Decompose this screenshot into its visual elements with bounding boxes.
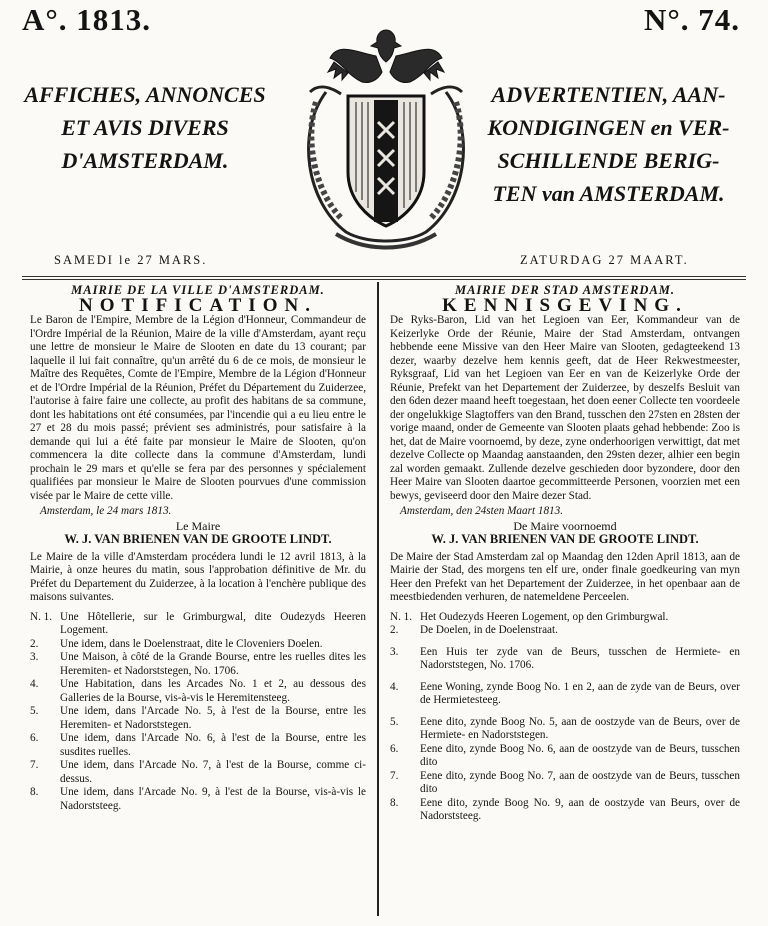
lot-number: 7. (30, 759, 39, 771)
lot-number: 4. (390, 680, 399, 693)
lot-description: Het Oudezyds Heeren Logement, op den Grimburgwal. (420, 610, 669, 623)
lot-number: 4. (30, 678, 39, 690)
list-item (30, 705, 366, 732)
lot-description: Une Hôtellerie, sur le Grimburgwal, dite Oudezyds Heeren Logement. (60, 610, 366, 636)
column-divider (377, 282, 379, 916)
french-title (20, 78, 270, 177)
dutch-column (390, 284, 740, 920)
lot-number: 7. (390, 769, 399, 782)
dutch-title (471, 78, 746, 210)
dutch-lot-list (390, 611, 740, 824)
dutch-title-line-4: TEN van AMSTERDAM. (492, 181, 725, 206)
lot-description: Une idem, dans l'Arcade No. 6, à l'est de la Bourse, entre les susdites ruelles. (60, 732, 366, 758)
lot-description: Eene Woning, zynde Boog No. 1 en 2, aan de zyde van de Beurs, over de Hermietesteeg. (420, 680, 740, 706)
lot-description: Eene dito, zynde Boog No. 6, aan de oostzyde van de Beurs, tusschen dito (420, 742, 740, 768)
french-signature-name: W. J. VAN BRIENEN VAN DE GROOTE LINDT. (64, 532, 332, 546)
lot-description: Une idem, dans l'Arcade No. 9, à l'est de la Bourse, vis-à-vis le Nadorststeeg. (60, 786, 366, 812)
lot-description: Une Habitation, dans les Arcades No. 1 et 2, au dessous des Galleries de la Bourse, vis-à-vis le Heremitensteeg. (60, 678, 366, 704)
lot-description: Eene dito, zynde Boog No. 5, aan de oostzyde van de Beurs, over de Hermiete- en Nadorststegen. (420, 715, 740, 741)
list-item (390, 716, 740, 743)
amsterdam-coat-of-arms (286, 22, 486, 254)
lot-description: Eene dito, zynde Boog No. 9, aan de oostzyde van Beurs, over de Nadorststeeg. (420, 796, 740, 822)
french-title-line-3: D'AMSTERDAM. (61, 148, 229, 173)
french-signature-role: Le Maire (175, 518, 221, 533)
lot-description: Eene dito, zynde Boog No. 7, aan de oostzyde van de Beurs, tusschen dito (420, 769, 740, 795)
lot-number: 5. (390, 715, 399, 728)
lot-number: N. 1. (30, 610, 53, 623)
year-label: A°. 1813. (22, 2, 152, 37)
lot-number: 2. (390, 624, 399, 636)
spacer (390, 638, 740, 646)
lot-description: De Doelen, in de Doelenstraat. (420, 624, 558, 636)
list-item (390, 646, 740, 673)
french-auction-intro: Le Maire de la ville d'Amsterdam procédera lundi le 12 avril 1813, à la Mairie, à onze heures du matin, sous l'approbation définitive de Mr. du Préfet du Departement du Zuiderzee, à la location à l'enchère publique des maisons suivantes. (30, 550, 366, 603)
lot-number: 3. (30, 651, 39, 663)
list-item (390, 624, 740, 638)
lot-description: Une idem, dans l'Arcade No. 5, à l'est de la Bourse, entre les Heremiten- et Nadorststegen. (60, 705, 366, 731)
dutch-title-line-2: KONDIGINGEN en VER- (487, 115, 730, 140)
french-column (30, 284, 366, 920)
list-item (390, 611, 740, 625)
french-notice-body: Le Baron de l'Empire, Membre de la Légion d'Honneur, Commandeur de l'Ordre Impérial de la Réunion, Maire de la ville d'Amsterdam, ayant reçu une lettre de monsieur le Maire de Slooten en date du 13 courant; par laquelle il lui fait connaître, qu'un arrêté du 6 de ce mois, de monsieur le Maître des Requêtes, Comte de l'Empire, Membre de la Légion d'Honneur et de l'Ordre Impérial de la Réunion, Préfet du Département du Zuiderzee, l'autorise à faire faire une collecte, au profit des habitans de sa commune, dont les habitations ont été consumées, par l'incendie qui a eu lieu entre le 27 et 28 du mois passé; prévient ses administrés, pour satisfaire à la demande qui lui a été faite par monsieur le Maire de Slooten, qu'on commencera la dite collecte dans la commune d'Amsterdam, lundi prochain le 29 mars et qu'elle se fera par des personnes y spécialement qualifiées par monsieur le Maire de Slooten pourvues d'une commission visée par le Maire de cette ville. (30, 314, 366, 502)
masthead-rule-top (22, 276, 746, 277)
list-item (390, 743, 740, 770)
lot-number: 2. (30, 637, 39, 650)
lot-number: 8. (30, 786, 39, 798)
list-item (390, 681, 740, 708)
spacer (390, 708, 740, 716)
french-title-line-2: ET AVIS DIVERS (61, 115, 229, 140)
dutch-mairie-header: MAIRIE DER STAD AMSTERDAM. (454, 283, 676, 297)
dutch-notice-title: KENNISGEVING. (442, 294, 688, 316)
dutch-auction-intro: De Maire der Stad Amsterdam zal op Maandag den 12den April 1813, aan de Mairie der Stad, des morgens ten elf ure, onder finale goedkeuring van myn Heer den Prefekt van het Departement der Zuiderzee, in het openbaar aan de meestbiedenden verhuren, de natemeldene Perceelen. (390, 550, 740, 603)
dutch-title-line-3: SCHILLENDE BERIG- (497, 148, 720, 173)
lot-description: Une idem, dans le Doelenstraat, dite le Cloveniers Doelen. (60, 637, 323, 650)
dutch-signature-name: W. J. VAN BRIENEN VAN DE GROOTE LINDT. (431, 532, 699, 546)
list-item (390, 770, 740, 797)
french-lot-list (30, 611, 366, 814)
list-item (30, 611, 366, 638)
lot-description: Une idem, dans l'Arcade No. 7, à l'est de la Bourse, comme ci-dessus. (60, 759, 366, 785)
masthead-rule-bottom (22, 279, 746, 280)
eagle-icon (328, 30, 444, 83)
lot-number: 5. (30, 705, 39, 717)
date-dutch: ZATURDAG 27 MAART. (520, 253, 689, 267)
list-item (30, 786, 366, 813)
lot-description: Une Maison, à côté de la Grande Bourse, entre les ruelles dites les Heremiten- et Nadorststegen, No. 1706. (60, 651, 366, 677)
lot-number: 6. (30, 732, 39, 744)
french-notice-date: Amsterdam, le 24 mars 1813. (40, 505, 172, 517)
spacer (390, 673, 740, 681)
list-item (390, 797, 740, 824)
list-item (30, 638, 366, 652)
issue-number: N°. 74. (643, 2, 740, 37)
list-item (30, 678, 366, 705)
dutch-notice-body: De Ryks-Baron, Lid van het Legioen van Eer, Kommandeur van de Keizerlyke Orde der Réunie, Maire der Stad Amsterdam, ontvangen hebbende eene Missive van den Heer Maire van Slooten, gedagteekend 13 dezer, waarby dezelve hem kennis geeft, dat de Heer Rekwestmeester, Ryksgraaf, Lid van het Legioen van Eer en van de Keizerlyke Orde der Réunie, Prefekt van het Departement der Zuiderzee, by deszelfs Besluit van den 6den dezer maand heeft toegestaan, het doen eener Collecte ten voordeele der ongelukkige Slagtoffers van den Brand, tusschen den 27sten en 28sten der vorige maand, onder de Gemeente van Slooten plaats gehad hebbende: Zoo is het, dat de Maire voornoemd, by deze, zyne onderhoorigen verwittigt, dat met dezelve Collecte op Maandag aanstaanden, den 29sten dezer, alhier een begin zal worden gemaakt. Zullende dezelve geschieden door byzondere, door den Heer Maire van Slooten daartoe gecommitteerde Personen, voorzien met een bewys, geviseerd door den Maire dezer Stad. (390, 314, 740, 502)
dutch-notice-date: Amsterdam, den 24sten Maart 1813. (400, 505, 564, 517)
dutch-title-line-1: ADVERTENTIEN, AAN- (491, 82, 726, 107)
lot-number: 3. (390, 645, 399, 658)
list-item (30, 732, 366, 759)
french-mairie-header: MAIRIE DE LA VILLE D'AMSTERDAM. (71, 283, 325, 297)
lot-description: Een Huis ter zyde van de Beurs, tusschen de Hermiete- en Nadorststegen, No. 1706. (420, 645, 740, 671)
lot-number: 6. (390, 742, 399, 755)
french-title-line-1: AFFICHES, ANNONCES (24, 82, 266, 107)
lot-number: 8. (390, 796, 399, 809)
lot-number: N. 1. (390, 610, 413, 623)
french-notice-title: NOTIFICATION. (79, 294, 317, 316)
list-item (30, 759, 366, 786)
dutch-signature-role: De Maire voornoemd (513, 518, 617, 533)
date-french: SAMEDI le 27 MARS. (54, 253, 208, 267)
list-item (30, 651, 366, 678)
